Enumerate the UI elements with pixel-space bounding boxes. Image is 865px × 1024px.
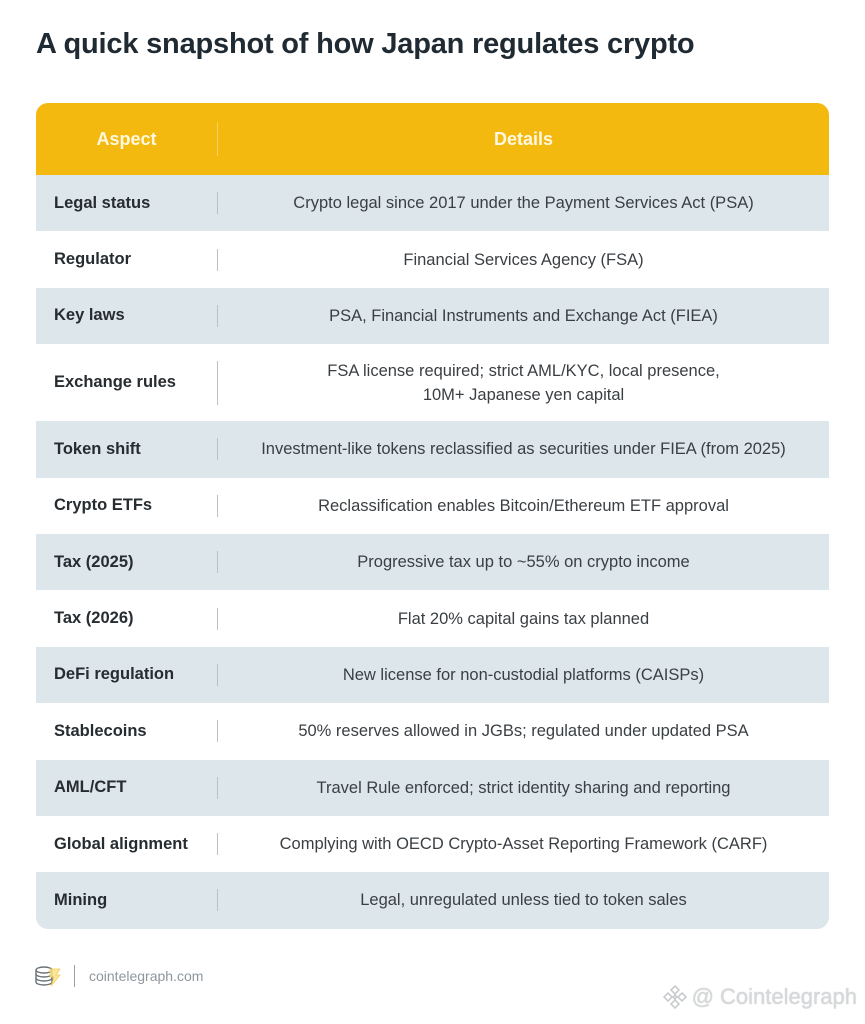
aspect-cell: Legal status (54, 193, 151, 212)
aspect-cell: Token shift (54, 439, 141, 458)
table-row (36, 590, 829, 646)
table-row (36, 231, 829, 287)
column-header-aspect: Aspect (96, 128, 157, 149)
watermark-text: @ Cointelegraph (691, 984, 857, 1009)
details-cell: Progressive tax up to ~55% on crypto income (357, 553, 690, 572)
details-cell: Financial Services Agency (FSA) (403, 250, 644, 269)
watermark (662, 984, 857, 1010)
aspect-cell: Key laws (54, 306, 125, 325)
footer-divider (74, 965, 75, 987)
aspect-cell: Regulator (54, 250, 132, 269)
details-cell: PSA, Financial Instruments and Exchange Act (FIEA) (329, 306, 718, 325)
details-cell: 50% reserves allowed in JGBs; regulated under updated PSA (298, 722, 749, 741)
details-cell: Travel Rule enforced; strict identity sharing and reporting (316, 778, 731, 797)
details-line: FSA license required; strict AML/KYC, local presence, (327, 361, 720, 380)
aspect-cell: Exchange rules (54, 373, 176, 392)
aspect-cell: DeFi regulation (54, 665, 175, 684)
page-title: A quick snapshot of how Japan regulates crypto (36, 28, 695, 60)
table-row (36, 647, 829, 703)
table-row (36, 872, 829, 928)
details-cell: Legal, unregulated unless tied to token sales (360, 891, 687, 910)
table-row (36, 760, 829, 816)
aspect-cell: Global alignment (54, 834, 188, 853)
table-row (36, 816, 829, 872)
aspect-cell: Mining (54, 890, 108, 909)
aspect-cell: AML/CFT (54, 778, 127, 797)
cointelegraph-logo-icon (34, 965, 62, 987)
table-row (36, 421, 829, 477)
details-cell: Crypto legal since 2017 under the Payment Services Act (PSA) (293, 194, 754, 213)
details-cell: Investment-like tokens reclassified as securities under FIEA (from 2025) (261, 440, 786, 459)
table-row (36, 534, 829, 590)
aspect-cell: Crypto ETFs (54, 496, 153, 515)
aspect-cell: Tax (2025) (54, 552, 134, 571)
table-header (36, 103, 829, 175)
aspect-cell: Stablecoins (54, 721, 147, 740)
column-header-details: Details (493, 128, 554, 149)
regulation-table (36, 103, 829, 929)
details-cell (218, 359, 829, 407)
footer (34, 962, 203, 990)
footer-site-link[interactable]: cointelegraph.com (89, 968, 204, 984)
table-row (36, 703, 829, 759)
table-row (36, 344, 829, 421)
table-row (36, 288, 829, 344)
details-cell: New license for non-custodial platforms (CAISPs) (342, 665, 705, 684)
details-cell: Reclassification enables Bitcoin/Ethereum ETF approval (318, 496, 729, 515)
details-line: 10M+ Japanese yen capital (422, 385, 625, 404)
table-row (36, 175, 829, 231)
table-row (36, 478, 829, 534)
aspect-cell: Tax (2026) (54, 609, 134, 628)
details-cell: Complying with OECD Crypto-Asset Reporting Framework (CARF) (279, 835, 768, 854)
details-cell: Flat 20% capital gains tax planned (397, 609, 650, 628)
binance-square-icon (662, 984, 688, 1010)
